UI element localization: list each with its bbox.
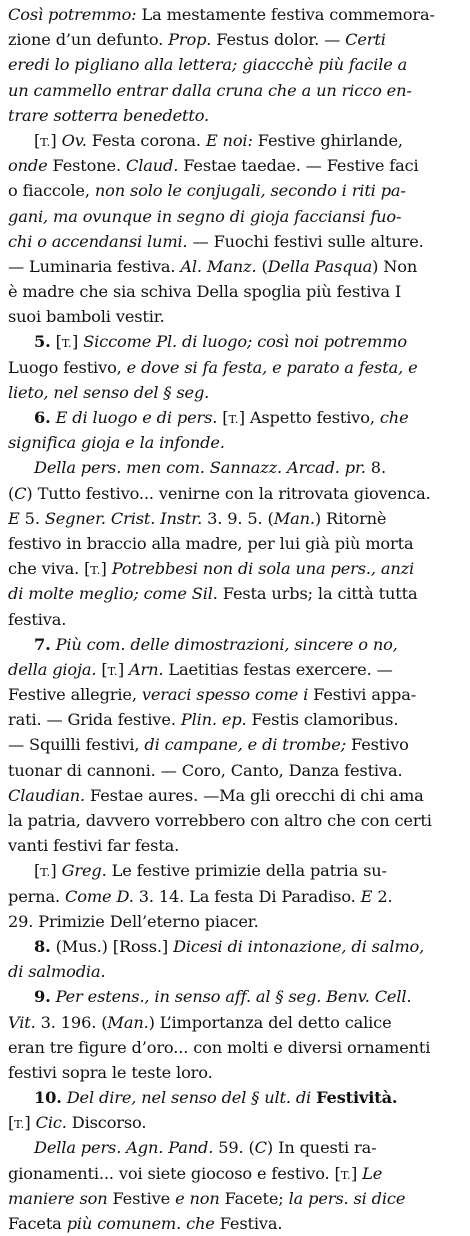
- italic-text: Claudian.: [8, 785, 86, 805]
- text-run: [: [34, 130, 41, 150]
- italic-text: chi o accendansi lumi.: [8, 231, 188, 251]
- text-run: festivi sopra le teste loro.: [8, 1062, 213, 1082]
- text-run: che viva. [: [8, 559, 91, 579]
- text-line: [8, 279, 462, 304]
- text-line: [8, 1211, 462, 1236]
- text-line: [8, 934, 462, 959]
- text-run: 59. (: [213, 1138, 255, 1158]
- text-run: la patria, davvero vorrebbero con altro che con certi: [8, 811, 432, 830]
- text-line: [8, 1161, 462, 1186]
- text-run: Le festive primizie della patria su-: [106, 861, 387, 881]
- text-run: T.: [90, 563, 101, 578]
- italic-text: Claud.: [125, 156, 179, 176]
- text-run: Festus dolor. —: [211, 30, 346, 50]
- italic-text: Prop.: [168, 30, 212, 50]
- text-line: [8, 531, 462, 556]
- italic-text: eredi lo pigliano alla lettera; giaccchè più facile a: [8, 55, 408, 75]
- italic-text: lieto, nel senso del § seg.: [8, 382, 210, 402]
- text-run: Discorso.: [66, 1113, 147, 1133]
- italic-text: E di luogo e di pers.: [55, 408, 218, 427]
- text-line: [8, 27, 462, 52]
- text-run: Festivo: [346, 735, 409, 755]
- section-number: 7.: [34, 634, 51, 654]
- italic-text: trare sotterra benedetto.: [8, 105, 210, 125]
- text-run: zione d’un defunto.: [8, 30, 169, 50]
- italic-text: Della pers. men com. Sannazz. Arcad. pr.: [34, 458, 366, 478]
- italic-text: Della pers. Agn. Pand.: [34, 1138, 214, 1158]
- text-line: [8, 1110, 462, 1135]
- text-line: [8, 52, 462, 77]
- section-number: 9.: [34, 987, 51, 1007]
- text-line: [8, 1010, 462, 1035]
- text-line: [8, 355, 462, 380]
- text-run: suoi bamboli vestir.: [8, 307, 165, 327]
- text-run: ]: [117, 659, 129, 679]
- italic-text: E: [8, 508, 20, 528]
- text-run: ]: [50, 130, 62, 150]
- text-line: [8, 153, 462, 178]
- text-line: [8, 178, 462, 203]
- text-run: T.: [14, 1117, 25, 1132]
- italic-text: Più com. delle dimostrazioni, sincere o no,: [55, 634, 398, 654]
- text-run: (: [8, 483, 15, 503]
- text-run: 5.: [19, 508, 45, 528]
- text-run: Luogo festivo,: [8, 357, 127, 377]
- text-run: 3. 9. 5. (: [202, 508, 274, 528]
- text-run: 3. 196. (: [35, 1012, 108, 1032]
- text-run: T.: [40, 865, 51, 880]
- italic-text: Le: [362, 1163, 383, 1183]
- text-line: [8, 657, 462, 682]
- text-run: Festiva.: [214, 1214, 283, 1233]
- text-run: Festive: [107, 1188, 176, 1208]
- text-run: T.: [340, 1167, 351, 1182]
- text-run: rati. — Grida festive.: [8, 710, 181, 730]
- text-run: ) Tutto festivo... venirne con la ritrovata giovenca.: [26, 483, 431, 503]
- text-run: Festae taedae. — Festive faci: [178, 156, 419, 176]
- italic-text: Così potremmo:: [8, 5, 142, 24]
- text-run: Festae aures. —Ma gli orecchi di chi ama: [85, 785, 424, 805]
- text-run: è madre che sia schiva Della spoglia più festiva I: [8, 282, 402, 302]
- text-run: [: [96, 659, 108, 679]
- italic-text: Arn.: [129, 659, 164, 679]
- text-line: [8, 556, 462, 581]
- text-run: tuonar di cannoni. — Coro, Canto, Danza festiva.: [8, 760, 403, 780]
- text-run: Faceta: [8, 1214, 67, 1233]
- text-line: [8, 405, 462, 430]
- text-run: Festone.: [47, 156, 126, 176]
- text-line: [8, 103, 462, 128]
- text-line: [8, 204, 462, 229]
- text-run: (: [256, 256, 268, 276]
- text-run: Facete;: [219, 1188, 289, 1208]
- text-run: ]: [72, 332, 84, 352]
- italic-text: di campane, e di trombe;: [144, 735, 346, 755]
- italic-text: e non: [175, 1188, 220, 1208]
- italic-text: Al. Manz.: [180, 256, 257, 276]
- text-run: ]: [100, 559, 112, 579]
- text-line: [8, 682, 462, 707]
- text-line: [8, 506, 462, 531]
- text-run: Festive ghirlande,: [252, 130, 403, 150]
- text-line: [8, 128, 462, 153]
- text-run: Festis clamoribus.: [246, 710, 399, 730]
- text-line: [8, 481, 462, 506]
- italic-text: Per estens., in senso aff. al § seg. Benv. Cell.: [55, 987, 412, 1007]
- italic-text: Segner. Crist. Instr.: [44, 508, 203, 528]
- text-line: [8, 1085, 462, 1110]
- italic-text: più comunem. che: [66, 1214, 215, 1233]
- italic-text: onde: [8, 156, 48, 176]
- italic-text: di molte meglio; come Sil.: [8, 584, 218, 604]
- italic-text: Vit.: [8, 1012, 36, 1032]
- text-run: gionamenti... voi siete giocoso e festivo. [: [8, 1163, 341, 1183]
- italic-text: C: [14, 483, 27, 503]
- italic-text: Potrebbesi non di sola una pers., anzi: [111, 559, 415, 579]
- section-number: 5.: [34, 332, 51, 352]
- text-run: [: [8, 1113, 15, 1133]
- section-number: 10.: [34, 1088, 62, 1108]
- text-run: Festa corona.: [86, 130, 206, 150]
- text-line: [8, 959, 462, 984]
- text-run: 29. Primizie Dell’eterno piacer.: [8, 911, 259, 931]
- text-line: [8, 808, 462, 833]
- text-run: 3. 14. La festa Di Paradiso.: [133, 886, 361, 906]
- text-run: Festive allegrie,: [8, 685, 142, 705]
- text-run: — Squilli festivi,: [8, 735, 145, 755]
- text-line: [8, 607, 462, 632]
- text-line: [8, 254, 462, 279]
- text-line: [8, 78, 462, 103]
- text-run: ) L’importanza del detto calice: [148, 1012, 392, 1032]
- text-run: T.: [228, 412, 239, 426]
- text-line: [8, 329, 462, 354]
- italic-text: significa gioja e la infonde.: [8, 433, 225, 453]
- text-run: — Luminaria festiva.: [8, 256, 181, 276]
- text-line: [8, 430, 462, 455]
- italic-text: Cic.: [35, 1113, 67, 1133]
- italic-text: Dicesi di intonazione, di salmo,: [173, 936, 425, 956]
- text-run: [: [217, 408, 229, 427]
- text-line: [8, 380, 462, 405]
- italic-text: un cammello entrar dalla cruna che a un ricco en-: [8, 80, 412, 100]
- text-run: perna.: [8, 886, 65, 906]
- italic-text: Della Pasqua: [267, 256, 373, 276]
- italic-text: di salmodia.: [8, 962, 106, 982]
- text-run: ]: [24, 1113, 36, 1133]
- text-run: T.: [40, 134, 51, 149]
- text-run: Festa urbs; la città tutta: [217, 584, 418, 604]
- text-run: ]: [350, 1163, 363, 1183]
- italic-text: della gioja.: [8, 659, 97, 679]
- text-run: ) Non: [372, 256, 418, 276]
- italic-text: E noi:: [205, 130, 253, 150]
- text-line: [8, 1135, 462, 1160]
- italic-text: Greg.: [61, 861, 107, 881]
- text-line: [8, 304, 462, 329]
- text-line: [8, 732, 462, 757]
- italic-text: Plin. ep.: [180, 710, 247, 730]
- italic-text: Man.: [107, 1012, 149, 1032]
- italic-text: e dove si fa festa, e parato a festa, e: [126, 357, 418, 377]
- text-line: [8, 758, 462, 783]
- text-run: T.: [107, 663, 118, 678]
- text-line: [8, 229, 462, 254]
- text-line: [8, 884, 462, 909]
- text-run: ] Aspetto festivo,: [238, 408, 380, 427]
- italic-text: maniere son: [8, 1188, 108, 1208]
- text-line: [8, 1035, 462, 1060]
- text-run: ]: [50, 861, 62, 881]
- text-line: [8, 707, 462, 732]
- italic-text: Come D.: [65, 886, 134, 906]
- text-run: [: [34, 861, 41, 881]
- text-line: [8, 581, 462, 606]
- text-run: — Fuochi festivi sulle alture.: [187, 231, 424, 251]
- text-run: 8.: [365, 458, 386, 478]
- italic-text: veraci spesso come i: [141, 685, 309, 705]
- section-number: 8.: [34, 936, 51, 956]
- italic-text: Man.: [273, 508, 315, 528]
- text-line: [8, 455, 462, 480]
- text-run: 2.: [372, 886, 393, 906]
- text-line: [8, 2, 462, 27]
- text-run: La mestamente festiva commemora-: [141, 5, 435, 24]
- text-run: [: [50, 332, 62, 352]
- text-run: (Mus.) [Ross.]: [50, 936, 174, 956]
- text-line: [8, 632, 462, 657]
- text-run: Laetitias festas exercere. —: [163, 659, 393, 679]
- text-line: [8, 1186, 462, 1211]
- italic-text: gani, ma ovunque in segno di gioja facciansi fuo-: [8, 206, 402, 226]
- text-run: ) Ritornè: [314, 508, 387, 528]
- text-run: Festivi appa-: [308, 685, 417, 705]
- italic-text: che: [379, 408, 409, 427]
- text-run: festiva.: [8, 609, 67, 629]
- text-run: T.: [61, 336, 73, 351]
- italic-text: Certi: [345, 30, 386, 50]
- text-line: [8, 833, 462, 858]
- italic-text: E: [360, 886, 373, 906]
- italic-text: non solo le conjugali, secondo i riti pa-: [94, 181, 406, 201]
- text-line: [8, 909, 462, 934]
- italic-text: Ov.: [61, 130, 87, 150]
- italic-text: C: [254, 1138, 267, 1158]
- text-line: [8, 783, 462, 808]
- text-line: [8, 858, 462, 883]
- text-run: ) In questi ra-: [266, 1138, 377, 1158]
- text-line: [8, 1060, 462, 1085]
- text-run: o fiaccole,: [8, 181, 95, 201]
- section-number: Festività.: [316, 1088, 398, 1108]
- text-run: vanti festivi far festa.: [8, 836, 180, 856]
- section-number: 6.: [34, 408, 51, 427]
- italic-text: la pers. si dice: [288, 1188, 406, 1208]
- italic-text: Del dire, nel senso del § ult. di: [66, 1088, 312, 1108]
- italic-text: Siccome Pl. di luogo; così noi potremmo: [83, 332, 407, 352]
- text-run: festivo in braccio alla madre, per lui già più morta: [8, 533, 414, 553]
- text-line: [8, 984, 462, 1009]
- text-run: eran tre figure d’oro... con molti e diversi ornamenti: [8, 1037, 431, 1057]
